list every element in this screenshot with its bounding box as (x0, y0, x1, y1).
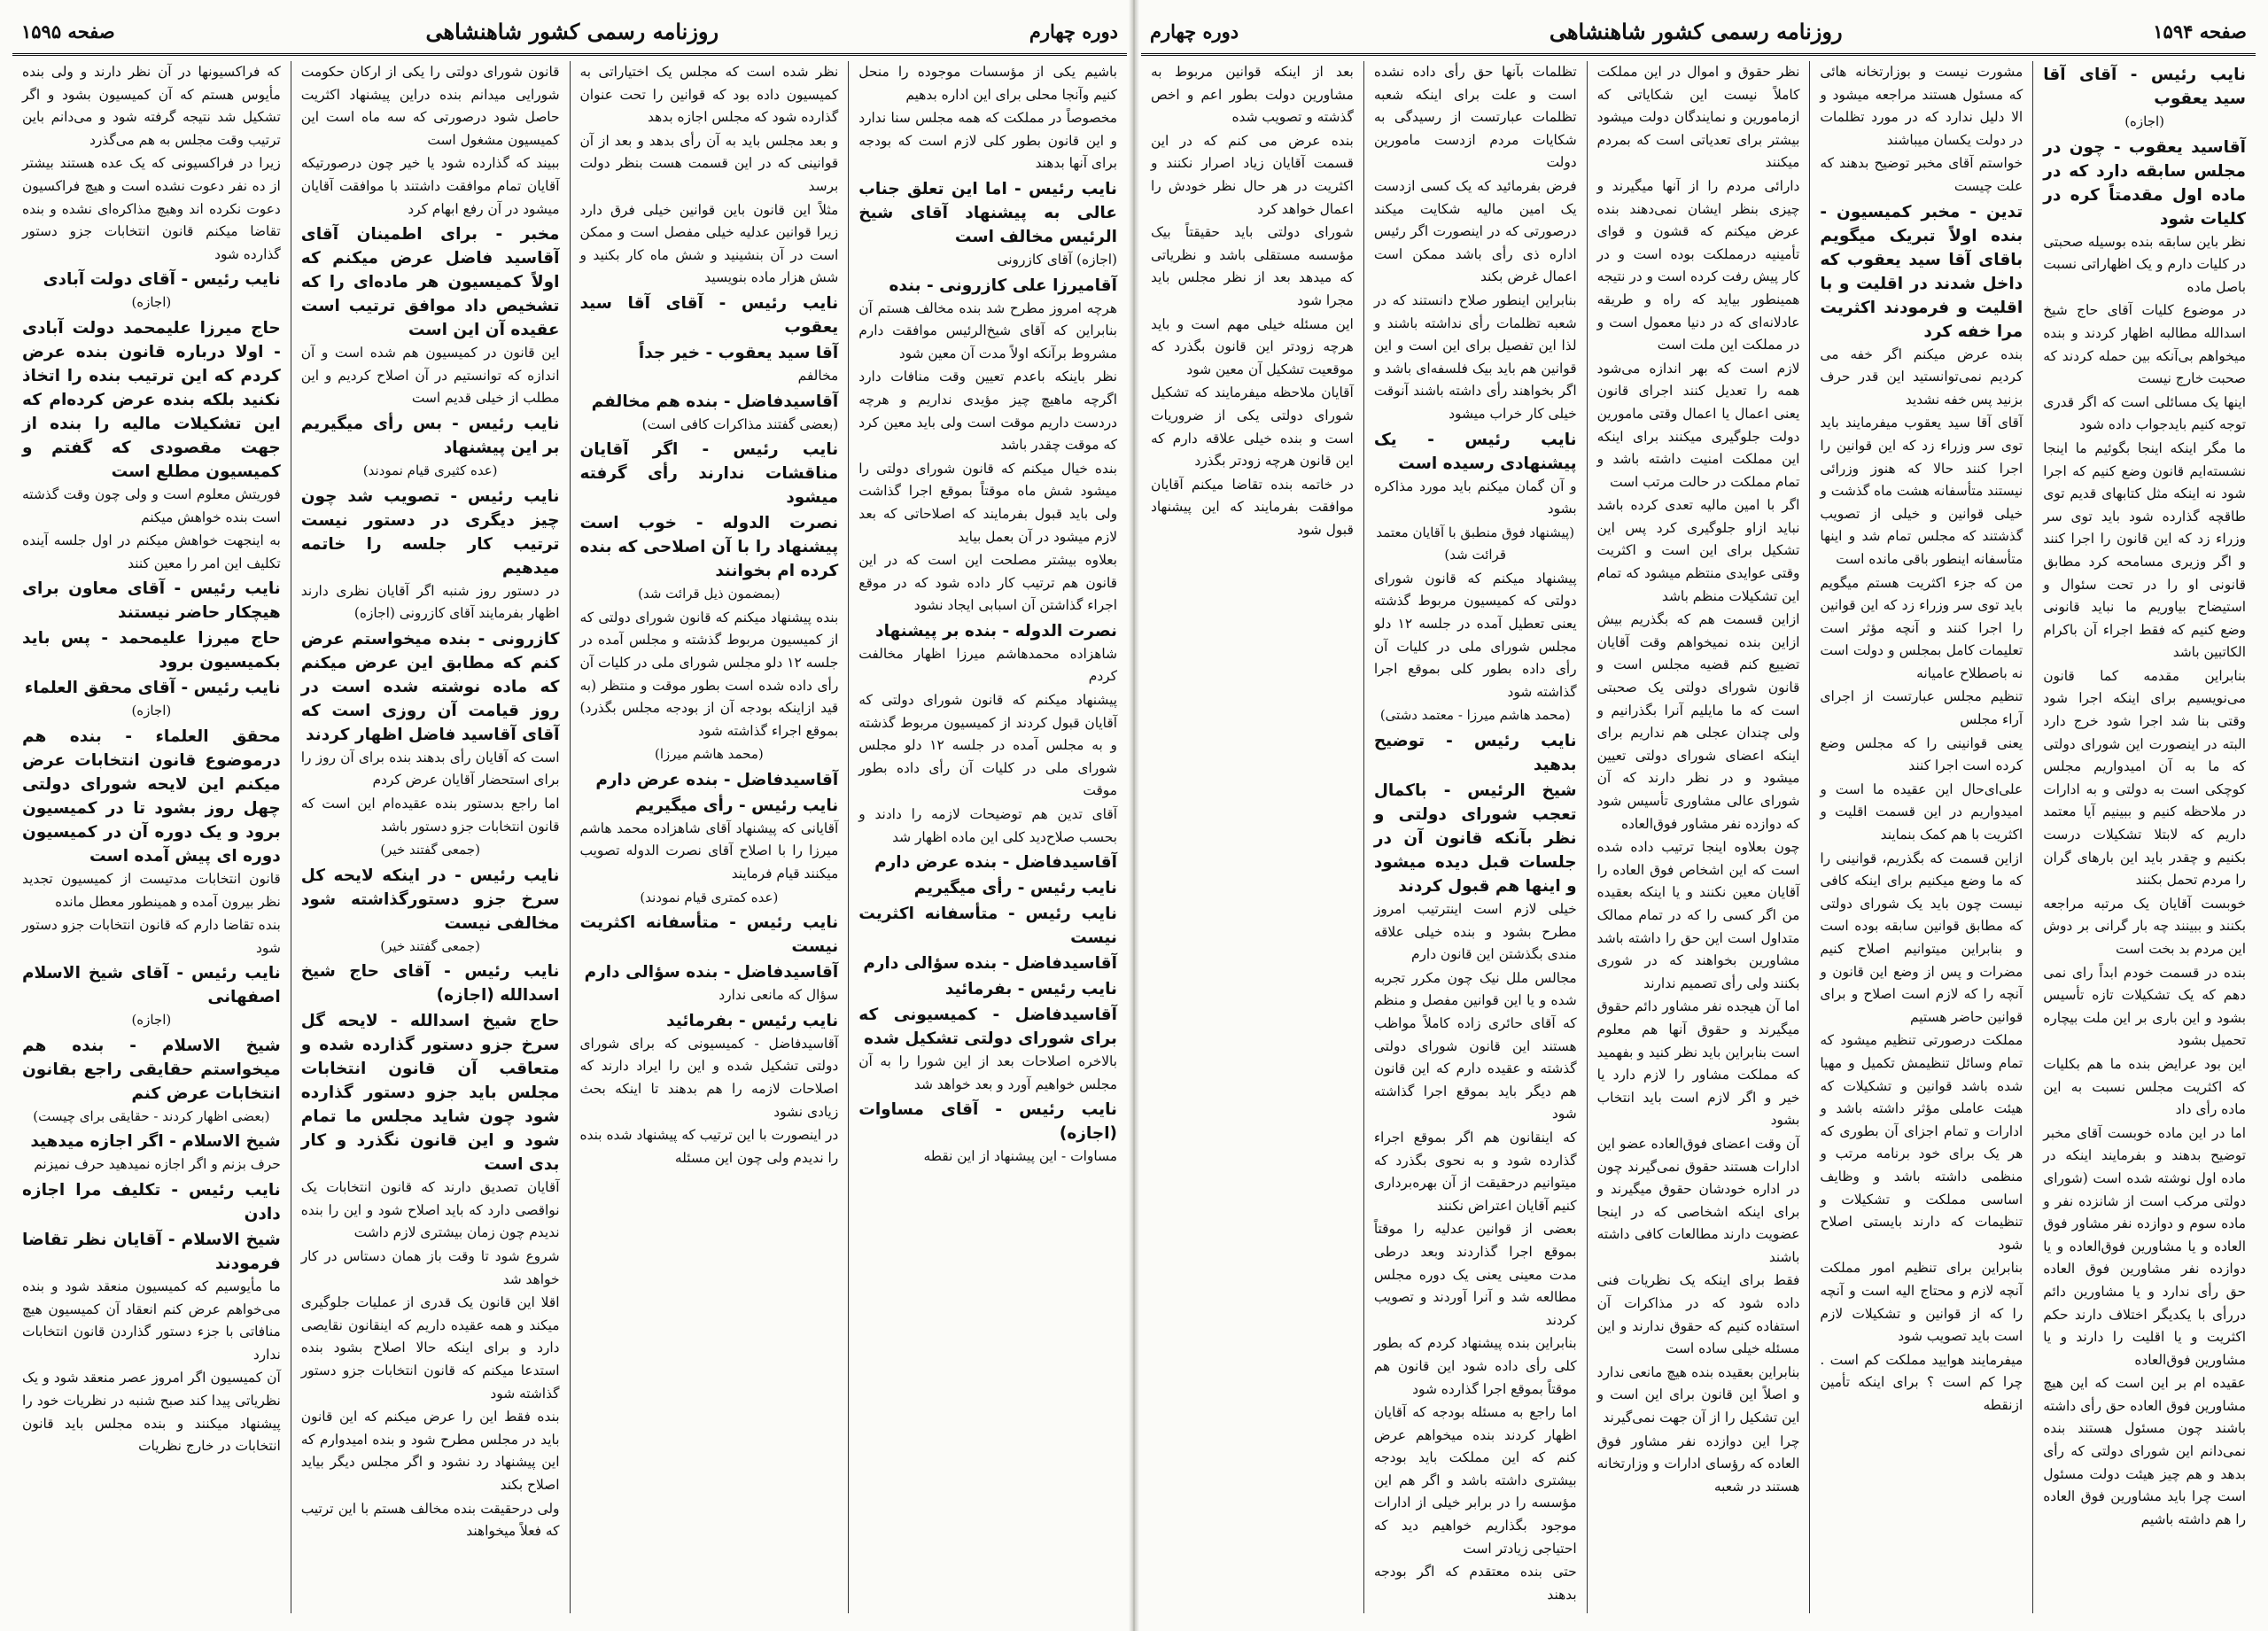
speaker-heading: آقاسیدفاضل - بنده عرض دارم (874, 853, 1117, 873)
speaker-heading: نایب رئیس - اما این تعلق جناب عالی به پیشنهاد آقای شیخ الرئیس مخالف است (858, 179, 1117, 246)
page-header (12, 12, 1127, 50)
period-label: دوره چهارم (1150, 19, 1239, 43)
paragraph: ولی درحقیقت بنده مخالف هستم با این ترتیب که فعلاً میخواهند (300, 1500, 560, 1540)
paragraph: آقای آقا سید یعقوب میفرمایند باید توی سر وزراء زد که این قوانین را اجرا کنند حالا که هنوز وزرائی نیستند متأسفانه هشت ماه گذشت و خیلی قوانین و خیلی از تصویب گذشتند که مجلس تمام شد و اینها متأسفانه اینطور باقی مانده است (1820, 415, 2023, 567)
paragraph: میفرمایند هوایید مملکت کم است . چرا کم است ؟ برای اینکه تأمین ازنقطه (1820, 1351, 2023, 1413)
page-number: صفحه ۱۵۹۵ (21, 19, 115, 43)
speaker-heading: تدین - مخبر کمیسیون - بنده اولاً تبریک میگویم باقای آقا سید یعقوب که داخل شدند در اقلیت و با اقلیت و فرمودند اکثریت مرا خفه کرد (1820, 202, 2023, 341)
paragraph: (بعضی گفتند مذاکرات کافی است) (641, 416, 839, 432)
speaker-heading: آقاسید یعقوب - چون در مجلس سابقه دارد که در ماده اول مقدمتاً کره در کلیات شود (2043, 137, 2246, 229)
paragraph: و آن گمان میکنم باید مورد مذاکره بشود (1373, 478, 1577, 517)
paragraph: ببیند که گذارده شود یا خیر چون درصورتیکه آقایان تمام موافقت داشتند با موافقت آقایان میشود در آن رفع ابهام کرد (300, 155, 560, 217)
speaker-heading: نایب رئیس - رأی میگیریم (634, 796, 839, 815)
paragraph: هرچه امروز مطرح شد بنده مخالف هستم آن بنابراین که آقای شیخ‌الرئیس موافقت دارم مشروط برآنکه اولاً مدت آن معین شود (858, 299, 1117, 361)
paragraph: آقای تدین هم توضیحات لازمه را دادند و بحسب صلاح‌دید کلی این ماده اظهار شد (858, 806, 1117, 845)
paragraph: آن کمیسیون اگر امروز عصر منعقد شود و یک نظریاتی پیدا کند صبح شنبه در نظریات خود را پیشنهاد میکنند و بنده مجلس باید قانون انتخابات در خارج نظریات (22, 1370, 281, 1455)
text-column (1809, 61, 2032, 1613)
speaker-heading: حاج شیخ اسدالله - لایحه گل سرخ جزو دستور گذارده شده و متعاقب آن قانون انتخابات مجلس باید جزو دستور گذارده شود چون شاید مجلس ما تمام شود و این قانون نگذرد و کار بدی است (300, 1012, 560, 1175)
speaker-heading: آقامیرزا علی کازرونی - بنده (889, 276, 1117, 295)
paragraph: بعد از اینکه قوانین مربوط به مشاورین دولت بطور اعم و اخص گذشته و تصویب شده (1151, 64, 1354, 126)
paragraph: تنظیم مجلس عبارتست از اجرای آراء مجلس (1820, 688, 2023, 728)
paragraph: بنده خیال میکنم که قانون شورای دولتی را میشود شش ماه موقتاً بموقع اجرا گذاشت ولی باید قبول بفرمایند که اصلاحاتی که بعد لازم میشود در آن بعمل بیاید (858, 460, 1117, 545)
paragraph: مخصوصاً در مملکت که همه مجلس سنا ندارد و این قانون بطور کلی لازم است که بودجه برای آنها بدهند (858, 110, 1117, 172)
speaker-heading: نایب رئیس - آقای آقا سید یعقوب (2043, 66, 2246, 108)
speaker-heading: نایب رئیس - آقای دولت آبادی (43, 270, 281, 290)
paragraph: بنده در قسمت خودم ابداً رای نمی دهم که یک تشکیلات تازه تأسیس بشود و این باری بر این ملت بیچاره تحمیل بشود (2043, 964, 2246, 1049)
paragraph: که فراکسیونها در آن نظر دارند و ولی بنده مأیوس هستم که آن کمیسیون بشود و اگر تشکیل شد نتیجه گرفته شود و می‌دانم باین ترتیب وقت مجلس به هم می‌گذرد (22, 64, 281, 148)
procedural-note: (عده کثیری قیام نمودند) (362, 462, 498, 478)
paragraph: زیرا در فراکسیونی که یک عده هستند بیشتر از ده نفر دعوت نشده است و هیچ فراکسیون دعوت نکرده اند وهیچ مذاکره‌ای نشده و بنده تقاضا میکنم قانون انتخابات جزو دستور گذارده شود (22, 155, 281, 262)
paragraph: مخالفم (797, 367, 839, 384)
paragraph: (اجازه) آقای کازرونی (997, 251, 1117, 268)
paragraph: آقایانی که پیشنهاد آقای شاهزاده محمد هاشم میرزا را با اصلاح آقای نصرت الدوله تصویب میکنند قیام فرمایند (579, 819, 839, 882)
paragraph: علی‌ای‌حال این عقیده ما است و امیدواریم در این قسمت اقلیت و اکثریت با هم کمک بنمایند (1820, 781, 2023, 843)
speaker-heading: حاج میرزا علیمحمد - پس باید بکمیسیون برود (22, 629, 281, 672)
paragraph: دارائی مردم را از آنها میگیرند و چیزی بنظر ایشان نمی‌دهند بنده عرض میکنم که قشون و قوای تأمینیه درمملکت بوده است و در کار پیش رفت کرده است و در نتیجه همینطور بیاید که راه و طریقه عادلانه‌ای که در دنیا معمول است و در مملکت این ملت است (1596, 177, 1800, 353)
paragraph: به اینجهت خواهش میکنم در اول جلسه آینده تکلیف این امر را معین کنند (22, 532, 281, 571)
header-rule (12, 53, 1127, 56)
paragraph: سؤال که مانعی ندارد (718, 987, 839, 1004)
paragraph: چون بعلاوه اینجا ترتیب داده شده است که این اشخاص فوق العاده را آقایان معین نکنند و یا اینکه بعقیده من اگر کسی را که در تمام ممالک متداول است این حق را داشته باشد مشاورین بخواهند که در شوری بکنند ولی رأی تصمیم ندارند (1596, 839, 1800, 991)
speaker-heading: آقاسیدفاضل - کمیسیونی که برای شورای دولتی تشکیل شده (858, 1006, 1117, 1049)
page-gutter (1129, 0, 1139, 1631)
paragraph: پیشنهاد میکنم که قانون شورای دولتی که آقایان قبول کردند از کمیسیون مربوط گذشته و به مجلس آمده در جلسه ۱۲ دلو مجلس شورای ملی در کلیات آن رأی داده بطور موقت (858, 692, 1117, 799)
paragraph: ازاین قسمت هم که بگذریم بیش ازاین بنده نمیخواهم وقت آقایان تضییع کنم قضیه مجلس است و قانون شورای دولتی یک صحبتی است که ما مایلیم آنرا بگذرانیم و ولی چندان عجلی هم نداریم برای اینکه اعضای شورای دولتی تعیین میشود و در نظر دارند که آن شورای عالی مشاوری تأسیس شود که دوازده نفر مشاور فوق‌العاده (1596, 611, 1800, 832)
paragraph: فوریتش معلوم است و ولی چون وقت گذشته است بنده خواهش میکنم (22, 485, 281, 525)
paragraph: مساوات - این پیشنهاد از این نقطه (923, 1148, 1117, 1165)
paragraph: اما راجع بدستور بنده عقیده‌ام این است که قانون انتخابات جزو دستور باشد (300, 795, 560, 835)
speaker-heading: آقا سید یعقوب - خیر جداً (638, 343, 839, 362)
paragraph: لازم است که بهر اندازه می‌شود همه را تعدیل کنند اجرای قانون یعنی اعمال یا اعمال وقتی مامورین دولت جلوگیری میکنند برای اینکه این مملکت امنیت داشته باشد و تمام مملکت در حالت مرتب است (1596, 360, 1800, 490)
speaker-heading: حاج میرزا علیمحمد دولت آبادی - اولا درباره قانون بنده عرض کردم که این ترتیب بنده را اتخاذ نکنید بلکه بنده عرض کرده‌ام که این تشکیلات مالیه را بنده از جهت مقصودی که گفتم و کمیسیون مطلع است (22, 318, 281, 481)
procedural-note: (اجازه) (2124, 113, 2165, 129)
paragraph: اینها یک مسائلی است که اگر قدری توجه کنیم بایدجواب داده شود (2043, 393, 2246, 433)
page-header (1141, 12, 2256, 50)
paragraph: اما آن هیجده نفر مشاور دائم حقوق میگیرند و حقوق آنها هم معلوم است بنابراین باید نظر کنید و بفهمید که مملکت مشاور را لازم دارد یا خیر و اگر لازم است باید انتخاب بشود (1596, 998, 1800, 1129)
speaker-heading: نایب رئیس - آقای مساوات (اجازه) (858, 1100, 1117, 1144)
speaker-heading: نایب رئیس - متأسفانه اکثریت نیست (858, 905, 1117, 948)
paragraph: بنده عرض می کنم که در این قسمت آقایان زیاد اصرار نکنند و اکثریت در هر حال نظر خودش را اعمال خواهد کرد (1151, 132, 1354, 217)
paragraph: بنده پیشنهاد میکنم که قانون شورای دولتی که از کمیسیون مربوط گذشته و مجلس آمده در جلسه ۱۲ دلو مجلس شورای ملی در کلیات آن رأی داده شده است بطور موقت و منتظر (به قید ازاینکه بودجه آن از بودجه مجلس بگذرد) بموقع اجراء گذاشته شود (579, 609, 839, 739)
speaker-heading: نایب رئیس - آقای محقق العلماء (24, 679, 281, 698)
text-column (1587, 61, 1810, 1613)
text-column (848, 61, 1127, 1613)
paragraph: بنده تقاضا دارم که قانون انتخابات جزو دستور شود (22, 917, 281, 956)
text-column (570, 61, 849, 1613)
paragraph: شاهزاده محمدهاشم میرزا اظهار مخالفت کردم (858, 645, 1117, 685)
paragraph: چرا این دوازده نفر مشاور فوق العاده که رؤسای ادارات و وزارتخانه هستند در شعبه (1596, 1433, 1800, 1495)
paragraph: خیلی لازم است اینترتیب امروز مطرح بشود و بنده خیلی علاقه مندی بگذشتن این قانون دارم (1373, 901, 1577, 963)
paragraph: عقیده ام بر این است که این هیچ مشاورین فوق العاده حق رأی داشته باشند چون مسئول هستند بنده نمی‌دانم این شورای دولتی که رأی بدهد و هم چیز هیئت دولت مسئول است چرا باید مشاورین فوق العاده را هم داشته باشیم (2043, 1375, 2246, 1527)
procedural-note: (اجازه) (131, 294, 172, 311)
text-columns (12, 61, 1127, 1613)
paragraph: آقایان تصدیق دارند که قانون انتخابات یک نواقصی دارد که باید اصلاح شود و این را بنده ندیدم چون زمان بیشتری لازم داشت (300, 1179, 560, 1241)
speaker-heading: محقق العلماء - بنده هم درموضوع قانون انتخابات عرض میکنم این لایحه شورای دولتی چهل روز بشود تا در کمیسیون برود و یک دوره آن در کمیسیون دوره ای پیش آمده است (22, 726, 281, 866)
paragraph: فرض بفرمائید که یک کسی ازدست یک امین مالیه شکایت میکند درصورتی که در اینصورت اگر رئیس اداره ذی رأی باشد ممکن است اعمال غرض بکند (1373, 177, 1577, 285)
speaker-heading: آقاسیدفاضل - بنده هم مخالفم (591, 392, 839, 411)
paragraph: نظر شده است که مجلس یک اختیاراتی به کمیسیون داده بود که قوانین را تحت عنوان گذارده شود که مجلس اجازه بدهد (579, 64, 839, 126)
paragraph: اما راجع به مسئله بودجه که آقایان اظهار کردند بنده میخواهم عرض کنم که این مملکت باید بودجه بیشتری داشته باشد و اگر هم این مؤسسه را در برابر خیلی از ادارات موجود بگذاریم خواهیم دید که احتیاجی زیادتر است (1373, 1404, 1577, 1557)
speaker-heading: آقاسیدفاضل - بنده عرض دارم (595, 770, 839, 789)
paragraph: بعلاوه بیشتر مصلحت این است که در این قانون هم ترتیب کار داده شود که در موقع اجراء گذاشتن آن اسبابی ایجاد نشود (858, 552, 1117, 614)
speaker-heading: نایب رئیس - یک پیشنهادی رسیده است (1373, 430, 1577, 473)
paragraph: باشیم یکی از مؤسسات موجوده را منحل کنیم وآنجا محلی برای این اداره بدهیم (858, 64, 1117, 103)
paragraph: خواستم آقای مخبر توضیح بدهند که علت چیست (1820, 155, 2023, 194)
procedural-note: (محمد هاشم میرزا) (654, 746, 764, 763)
text-column (1363, 61, 1587, 1613)
paragraph: بنابراین اینطور صلاح دانستند که در شعبه تظلمات رأی نداشته باشند و لذا این تفصیل برای این است و این قوانین هم باید بیک فلسفه‌ای باشد و اگر بخواهند رأی داشته باشند آنوقت خیلی کار خراب میشود (1373, 291, 1577, 422)
paragraph: در خاتمه بنده تقاضا میکنم آقایان موافقت بفرمایند که این پیشنهاد قبول شود (1151, 476, 1354, 538)
speaker-heading: نصرت الدوله - خوب است پیشنهاد را با آن اصلاحی که بنده کرده ام بخوانند (579, 514, 839, 581)
paragraph: و بعد مجلس باید به آن رأی بدهد و بعد از آن قوانینی که در این قسمت هست بنظر دولت برسد (579, 132, 839, 194)
speaker-heading: آقاسیدفاضل - بنده سؤالی دارم (863, 954, 1117, 974)
paragraph: مثلاً این قانون باین قوانین خیلی فرق دارد زیرا قوانین عدلیه خیلی مفصل است و ممکن است در آن بنشینید و شش ماه کار بکنید و شش هزار ماده بنویسید (579, 201, 839, 286)
newspaper-title: روزنامه رسمی کشور شاهنشاهی (425, 18, 719, 44)
speaker-heading: شیخ الاسلام - آقایان نظر تقاضا فرمودند (22, 1231, 281, 1274)
paragraph: قانون انتخابات مدتیست از کمیسیون تجدید نظر بیرون آمده و همینطور معطل مانده (22, 870, 281, 910)
paragraph: فقط برای اینکه یک نظریات فنی داده شود که در مذاکرات آن استفاده کنیم که حقوق ندارند و این مسئله خیلی ساده است (1596, 1272, 1800, 1357)
procedural-note: (اجازه) (131, 703, 172, 719)
paragraph: بنده عرض میکنم اگر خفه می کردیم نمی‌توانستید این قدر حرف بزنید پس خفه نشدید (1820, 346, 2023, 408)
paragraph: من که جزء اکثریت هستم میگویم باید توی سر وزراء زد که این قوانین را اجرا کنند و آنچه مؤثر است تعلیمات کامل بمجلس و دولت است نه باصطلاح عامیانه (1820, 574, 2023, 681)
newspaper-title: روزنامه رسمی کشور شاهنشاهی (1549, 18, 1843, 44)
procedural-note: (محمد هاشم میرزا - معتمد دشتی) (1379, 707, 1571, 724)
left-page (12, 12, 1127, 1618)
speaker-heading: شیخ الاسلام - بنده هم میخواستم حقایقی راجع بقانون انتخابات عرض کنم (22, 1036, 281, 1103)
paragraph: نظر باینکه باعدم تعیین وقت منافات دارد اگرچه ماهیچ چیز مؤیدی نداریم و هرچه دردست داریم موقت است ولی باید معین کرد که موقت چقدر باشد (858, 369, 1117, 454)
paragraph: نظر حقوق و اموال در این مملکت کاملاً نیست این شکایاتی که ازمامورین و نمایندگان دولت میشود بیشتر برای تعدیاتی است که بمردم میکنند (1596, 64, 1800, 171)
paragraph: بنابراین برای تنظیم امور مملکت آنچه لازم و محتاج الیه است و آنچه را که از قوانین و تشکیلات لازم است باید تصویب شود (1820, 1260, 2023, 1345)
speaker-heading: مخبر - برای اطمینان آقای آقاسید فاضل عرض میکنم که اولاً کمیسیون هر ماده‌ای را که تشخیص داد موافق ترتیب است عقیده آن این است (300, 225, 560, 340)
speaker-heading: نایب رئیس - توضیح بدهید (1373, 732, 1577, 775)
speaker-heading: نایب رئیس - آقای شیخ الاسلام اصفهانی (22, 964, 281, 1007)
paragraph: که اینقانون هم اگر بموقع اجراء گذارده شود و به نحوی بگذرد که میتوانیم درحقیقت از آن بهره‌برداری کنیم آقایان اعتراض نکنند (1373, 1129, 1577, 1214)
text-column (2032, 61, 2256, 1613)
paragraph: یعنی قوانینی را که مجلس وضع کرده است اجرا کنند (1820, 734, 2023, 774)
procedural-note: (بعضی اظهار کردند - حقایقی برای چیست) (33, 1107, 270, 1124)
paragraph: آقایان ملاحظه میفرمایند که تشکیل شورای دولتی یکی از ضروریات است و بنده خیلی علاقه دارم که این قانون هرچه زودتر بگذرد (1151, 384, 1354, 470)
speaker-heading: نایب رئیس - بفرمائید (666, 1011, 839, 1030)
paragraph: بنده فقط این را عرض میکنم که این قانون باید در مجلس مطرح شود و بنده امیدوارم که این پیشنهاد رد نشود و اگر مجلس دیگر بیاید اصلاح بکند (300, 1409, 560, 1493)
speaker-heading: نایب رئیس - رأی میگیریم (913, 879, 1117, 898)
procedural-note: (جمعی گفتند خیر) (380, 842, 480, 858)
paragraph: ما مأیوسیم که کمیسیون منعقد شود و بنده می‌خواهم عرض کنم انعقاد آن کمیسیون هیچ منافاتی با جزء دستور گذاردن قانون انتخابات ندارد (22, 1278, 281, 1363)
paragraph: اما در این ماده خوبست آقای مخبر توضیح بدهند و بفرمایند اینکه در ماده اول نوشته شده است (شورای دولتی مرکب است از شانزده نفر و ماده سوم و دوازده نفر مشاور فوق العاده و یا مشاورین فوق‌العاده و یا دوازده نفر مشاورین فوق العاده حق رأی ندارد و یا مشاورین دائم دررأی با یکدیگر اختلاف دارند حکم اکثریت و یا اقلیت را دارند و یا مشاورین فوق‌العاده (2043, 1124, 2246, 1368)
speaker-heading: نصرت الدوله - بنده بر پیشنهاد (875, 621, 1117, 641)
speaker-heading: نایب رئیس - بس رأی میگیریم بر این پیشنهاد (300, 414, 560, 457)
paragraph: تظلمات بآنها حق رأی داده نشده است و علت برای اینکه شعبه تظلمات عبارتست از رسیدگی به شکایات مردم ازدست مامورین دولت (1373, 64, 1577, 171)
paragraph: ازاین قسمت که بگذریم، قوانینی را که ما وضع میکنیم برای اینکه کافی نیست چون باید یک شورای دولتی که مطابق قوانین سابقه بوده است و بنابراین میتوانیم اصلاح کنیم مضرات و پس از وضع این قانون و آنچه را که لازم است اصلاح و برای قوانین حاضر هستیم (1820, 850, 2023, 1025)
paragraph: در اینصورت با این ترتیب که پیشنهاد شده بنده را ندیدم ولی چون این مسئله (579, 1127, 839, 1166)
paragraph: نظر باین سابقه بنده بوسیله صحبتی در کلیات دارم و یک اظهاراتی نسبت باصل ماده (2043, 233, 2246, 295)
speaker-heading: نایب رئیس - تکلیف مرا اجازه دادن (22, 1181, 281, 1224)
procedural-note: (پیشنهاد فوق منطبق با آقایان معتمد قرائت شد) (1376, 524, 1575, 563)
paragraph: مشورت نیست و بوزارتخانه هائی که مسئول هستند مراجعه میشود و الا دلیل ندارد که در مورد تظلمات در دولت یکسان میباشند (1820, 64, 2023, 148)
speaker-heading: نایب رئیس - تصویب شد چون چیز دیگری در دستور نیست ترتیب کار جلسه را خاتمه میدهیم (300, 486, 560, 578)
procedural-note: (اجازه) (131, 1012, 172, 1029)
paragraph: مملکت درصورتی تنظیم میشود که تمام وسائل تنظیمش تکمیل و مهیا شده باشد قوانین و تشکیلات که هیئت عاملی مؤثر داشته باشد و ادارات و تمام اجزای آن بطوری که هر یک برای خود برنامه مرتب و منظمی داشته باشد و وظایف اساسی مملکت و تشکیلات و تنظیمات که دارند بایستی اصلاح شود (1820, 1032, 2023, 1253)
speaker-heading: نایب رئیس - متأسفانه اکثریت نیست (579, 913, 839, 957)
paragraph: بنابراین بعقیده بنده هیچ مانعی ندارد و اصلاً این قانون برای این است و این تشکیل را از آن جهت نمی‌گیرند (1596, 1363, 1800, 1426)
procedural-note: (عده کمتری قیام نمودند) (640, 889, 779, 905)
paragraph: این بود عرایض بنده ما هم بکلیات که اکثریت مجلس نسبت به این ماده رأی داد (2043, 1055, 2246, 1118)
speaker-heading: نایب رئیس - آقای آقا سید یعقوب (579, 293, 839, 337)
paragraph: اقلا این قانون یک قدری از عملیات جلوگیری میکند و همه عقیده داریم که اینقانون نقایصی دارد و برای اینکه حالا اصلاح بشود بنده استدعا میکنم که قانون انتخابات جزو دستور گذاشته شود (300, 1294, 560, 1402)
paragraph: این مسئله خیلی مهم است و باید هرچه زودتر این قانون بگذرد که موقعیت تشکیل آن معین شود (1151, 315, 1354, 377)
paragraph: اگر با امین مالیه تعدی کرده باشد نباید ازاو جلوگیری کرد پس این تشکیل برای این است و اکثریت وقتی عوایدی منتظم میشود که تمام این تشکیلات منظم باشد (1596, 497, 1800, 604)
paragraph: در دستور روز شنبه اگر آقایان نظری دارند اظهار بفرمایند آقای کازرونی (اجازه) (300, 582, 560, 622)
text-column (291, 61, 570, 1613)
speaker-heading: نایب رئیس - آقای معاون برای هیچکار حاضر نیستند (22, 579, 281, 623)
speaker-heading: شیخ الرئیس - باکمال تعجب شورای دولتی و نظر بآنکه قانون آن در جلسات قبل دیده میشود و اینها هم قبول کردند (1373, 781, 1577, 897)
paragraph: مجالس ملل نیک چون مکرر تجربه شده و یا این قوانین مفصل و منظم که آقای حائری زاده کاملاً مواظب هستند این قانون شورای دولتی گذشته و عقیده دارم که این قانون هم دیگر باید بموقع اجرا گذاشته شود (1373, 969, 1577, 1122)
speaker-heading: آقاسیدفاضل - بنده سؤالی دارم (584, 963, 839, 982)
paragraph: پیشنهاد میکنم که قانون شورای دولتی که کمیسیون مربوط گذشته یعنی تعطیل آمده در جلسه ۱۲ دلو مجلس شورای ملی در کلیات آن رأی داده بطور کلی بموقع اجرا گذاشته شود (1373, 570, 1577, 700)
speaker-heading: نایب رئیس - در اینکه لایحه کل سرخ جزو دستورگذاشته شود مخالفی نیست (300, 866, 560, 933)
speaker-heading: نایب رئیس - بفرمائید (944, 980, 1117, 999)
paragraph: شورای دولتی باید حقیقتاً بیک مؤسسه مستقلی باشد و نظریاتی که میدهد بعد از نظر مجلس باید مجرا شود (1151, 224, 1354, 308)
paragraph: خوبست آقایان یک مرتبه مراجعه بکنند و ببینند چه بار گرانی بر دوش این مردم بد بخت است (2043, 895, 2246, 957)
paragraph: در موضوع کلیات آقای حاج شیخ اسدالله مطالبه اظهار کردند و بنده میخواهم بی‌آنکه بین حمله کردند که صحبت خارج نیست (2043, 302, 2246, 387)
speaker-heading: نایب رئیس - اگر آقایان مناقشات ندارند رأی گرفته میشود (579, 440, 839, 508)
paragraph: این قانون در کمیسیون هم شده است و آن اندازه که توانستیم در آن اصلاح کردیم و این مطلب از خیلی قدیم است (300, 345, 560, 407)
page-number: صفحه ۱۵۹۴ (2153, 19, 2247, 43)
paragraph: حرف بزنم و اگر اجازه نمیدهید حرف نمیزنم (34, 1156, 281, 1173)
speaker-heading: شیخ الاسلام - اگر اجازه میدهید (30, 1132, 281, 1152)
text-column (1141, 61, 1363, 1613)
paragraph: ما مگر اینکه اینجا بگوئیم ما اینجا نشسته‌ایم قانون وضع کنیم که اجرا شود نه اینکه مثل کتابهای قدیم توی طاقچه گذارده شود باید توی سر وزراء زد که این قانون را اجرا کنند و اگر وزیری مسامحه کرد مطابق قانونی او را در تحت سئوال و استیضاح بیاوریم ما نباید قانونی وضع کنیم که فقط اجراء آن باکرام الکاتبین باشد (2043, 439, 2246, 661)
header-rule (1141, 53, 2256, 56)
paragraph: قانون شورای دولتی را یکی از ارکان حکومت شورایی میدانم بنده دراین پیشنهاد اکثریت حاصل شود درصورتی که سه ماه است این کمیسیون مشغول است (300, 64, 560, 148)
period-label: دوره چهارم (1029, 19, 1118, 43)
procedural-note: (جمعی گفتند خیر) (380, 937, 480, 954)
speaker-heading: نایب رئیس - آقای حاج شیخ اسدالله (اجازه) (300, 962, 560, 1006)
procedural-note: (بمضمون ذیل قرائت شد) (638, 586, 781, 602)
right-page (1141, 12, 2256, 1618)
paragraph: آن وقت اعضای فوق‌العاده عضو این ادارات هستند حقوق نمی‌گیرند چون در اداره خودشان حقوق میگیرند و برای اینکه اشخاصی که در اینجا عضویت دارند مطالعات کافی داشته باشند (1596, 1135, 1800, 1265)
paragraph: بنابراین بنده پیشنهاد کردم که بطور کلی رأی داده شود این قانون هم موقتاً بموقع اجرا گذارده شود (1373, 1335, 1577, 1397)
paragraph: بنابراین مقدمه کما قانون می‌نویسیم برای اینکه اجرا شود وقتی بنا شد اجرا شود خرج دارد البته در اینصورت این شورای دولتی که ما به آن امیدواریم مجلس کوچکی است به دولتی و به ادارات در ملاحظه کنیم و ببینیم آیا معتمد داریم که لابتلا تشکیلات درست بکنیم و چقدر باید این بارهای گران را مردم تحمل بکنند (2043, 667, 2246, 889)
paragraph: بعضی از قوانین عدلیه را موقتاً بموقع اجرا گذاردند وبعد درطی مدت معینی یعنی یک دوره مجلس مطالعه شد و آنرا آوردند و تصویب کردند (1373, 1221, 1577, 1328)
paragraph: شروع شود تا وقت باز همان دستاس در کار خواهد شد (300, 1248, 560, 1287)
paragraph: آقاسیدفاضل - کمیسیونی که برای شورای دولتی تشکیل شده و این را ایراد دارند که اصلاحات لازمه را هم بدهند تا اینکه بحث زیادی نشود (579, 1035, 839, 1120)
paragraph: است که آقایان رأی بدهند بنده برای آن روز را برای استحضار آقایان عرض کردم (300, 749, 560, 788)
speaker-heading: کازرونی - بنده میخواستم عرض کنم که مطابق این عرض میکنم که ماده نوشته شده است در روز قیامت آن روزی است که آقای آقاسید فاضل اظهار کردند (300, 629, 560, 744)
text-columns (1141, 61, 2256, 1613)
paragraph: حتی بنده معتقدم که اگر بودجه بدهند (1373, 1564, 1577, 1603)
paragraph: بالاخره اصلاحات بعد از این شورا را به آن مجلس خواهیم آورد و بعد خواهد شد (858, 1053, 1117, 1092)
text-column (12, 61, 291, 1613)
